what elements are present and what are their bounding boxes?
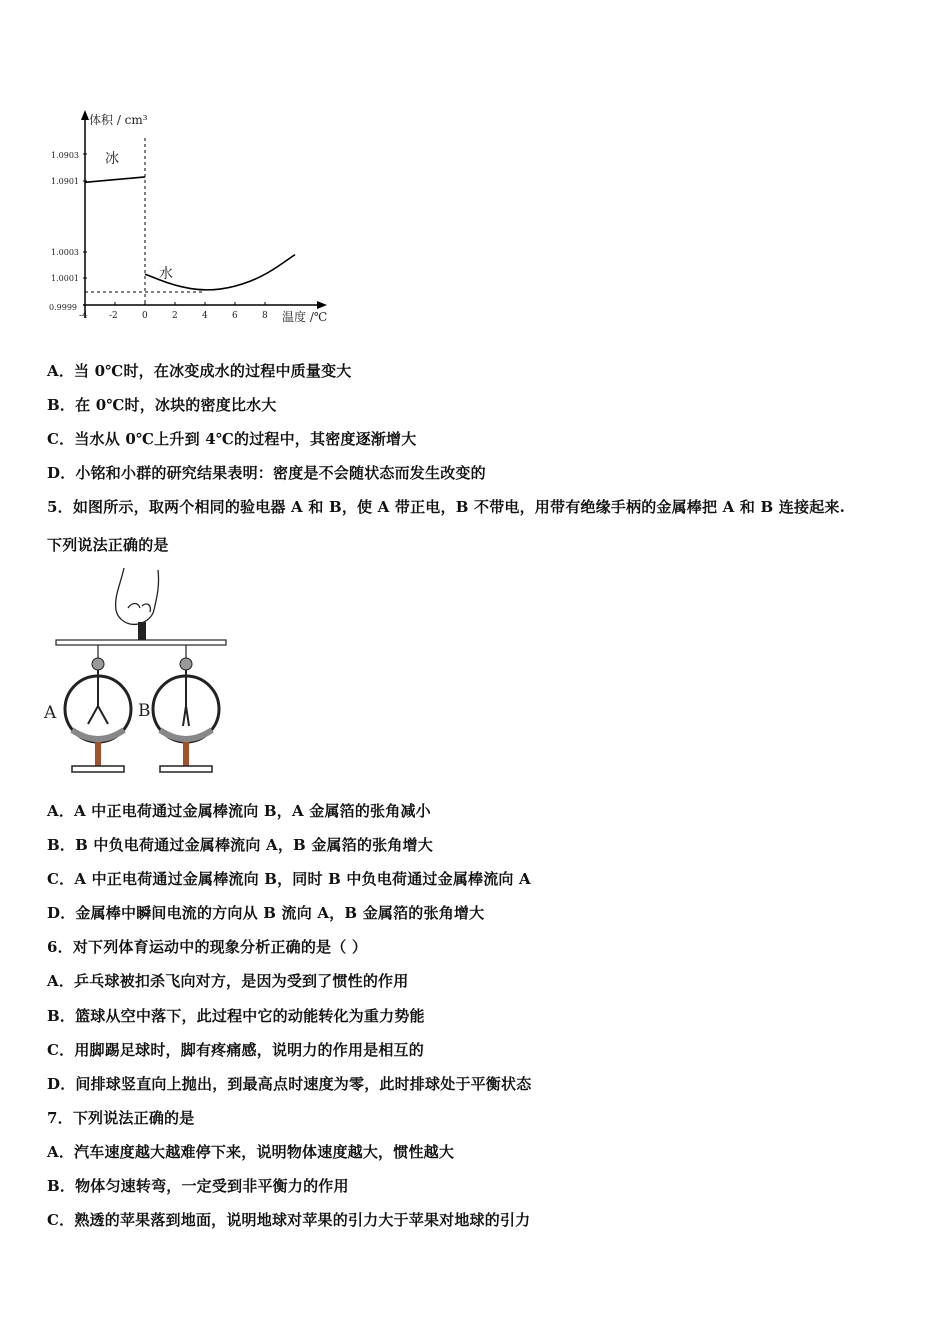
q7-option-c: C．熟透的苹果落到地面，说明地球对苹果的引力大于苹果对地球的引力 (47, 1211, 531, 1229)
q5-option-c: C．A 中正电荷通过金属棒流向 B，同时 B 中负电荷通过金属棒流向 A (47, 870, 531, 888)
q6-option-a: A．乒乓球被扣杀飞向对方，是因为受到了惯性的作用 (47, 972, 409, 990)
series-ice-label: 冰 (105, 151, 119, 167)
electroscope-b (153, 645, 219, 772)
x-tick-label: 2 (172, 311, 178, 321)
electroscope-b-label: B (138, 701, 151, 721)
series-water-label: 水 (159, 266, 173, 282)
metal-rod (56, 640, 226, 645)
electroscope-a-label: A (44, 703, 57, 723)
x-tick-label: 0 (142, 311, 148, 321)
x-tick-label: 4 (202, 311, 208, 321)
hand-illustration (116, 568, 159, 624)
x-tick-label: 8 (262, 311, 268, 321)
q5-option-a: A．A 中正电荷通过金属棒流向 B，A 金属箔的张角减小 (47, 802, 431, 820)
q4-option-b: B．在 0℃时，冰块的密度比水大 (47, 396, 277, 414)
leaves-closed (183, 706, 189, 726)
electroscope-figure (42, 566, 232, 782)
q7-option-b: B．物体匀速转弯，一定受到非平衡力的作用 (47, 1177, 349, 1195)
y-tick-label: 1.0001 (51, 274, 79, 283)
y-tick-label: 1.0003 (51, 248, 79, 257)
q7-option-a: A．汽车速度越大越难停下来，说明物体速度越大，惯性越大 (47, 1143, 455, 1161)
q4-option-a: A．当 0℃时，在冰变成水的过程中质量变大 (47, 362, 352, 380)
volume-temperature-chart (45, 108, 345, 328)
x-tick-label: -4 (79, 311, 88, 321)
insulated-handle (138, 622, 146, 640)
leaves-open (88, 706, 108, 724)
q5-option-d: D．金属棒中瞬间电流的方向从 B 流向 A，B 金属箔的张角增大 (47, 904, 485, 922)
y-tick-label: 0.9999 (49, 303, 77, 312)
q6-option-b: B．篮球从空中落下，此过程中它的动能转化为重力势能 (47, 1007, 425, 1025)
q5-option-b: B．B 中负电荷通过金属棒流向 A，B 金属箔的张角增大 (47, 836, 433, 854)
electroscope-a (65, 645, 131, 772)
series-ice-line (85, 177, 145, 182)
q6-stem: 6．对下列体育运动中的现象分析正确的是（ ） (47, 938, 368, 956)
q7-stem: 7．下列说法正确的是 (47, 1109, 195, 1127)
x-tick-label: -2 (109, 311, 118, 321)
x-axis-arrow (317, 301, 327, 309)
q6-option-c: C．用脚踢足球时，脚有疼痛感，说明力的作用是相互的 (47, 1041, 424, 1059)
q5-stem-line-2: 下列说法正确的是 (47, 536, 169, 554)
x-tick-label: 6 (232, 311, 238, 321)
q4-option-c: C．当水从 0℃上升到 4℃的过程中，其密度逐渐增大 (47, 430, 417, 448)
y-tick-label: 1.0903 (51, 151, 79, 160)
q4-option-d: D．小铭和小群的研究结果表明：密度是不会随状态而发生改变的 (47, 464, 486, 482)
q5-stem-line-1: 5．如图所示，取两个相同的验电器 A 和 B，使 A 带正电，B 不带电，用带有绝缘手柄的金属棒把 A 和 B 连接起来. (47, 498, 846, 516)
y-axis-label: 体积 / cm³ (89, 113, 148, 127)
q6-option-d: D．间排球竖直向上抛出，到最高点时速度为零，此时排球处于平衡状态 (47, 1075, 532, 1093)
y-tick-label: 1.0901 (51, 177, 79, 186)
x-axis-label: 温度 /℃ (282, 310, 328, 324)
y-axis-arrow (81, 110, 89, 120)
